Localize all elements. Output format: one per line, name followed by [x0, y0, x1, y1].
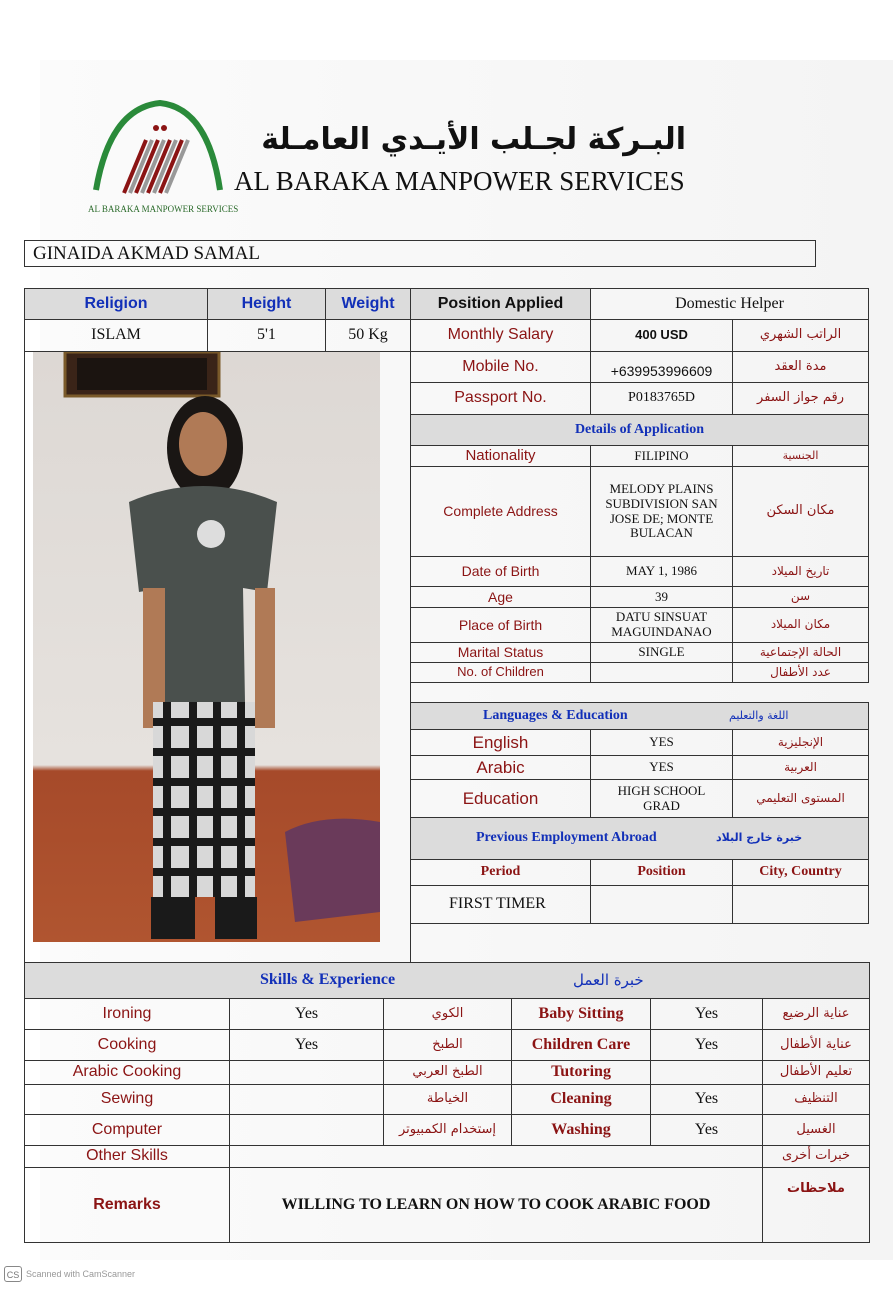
children-label: No. of Children — [410, 662, 591, 683]
weight-header: Weight — [325, 288, 411, 320]
skill-children-care-value: Yes — [650, 1029, 763, 1061]
skill-tutoring-value — [650, 1060, 763, 1085]
skill-cooking-arabic: الطبخ — [383, 1029, 512, 1061]
passport-arabic: رقم جواز السفر — [732, 382, 869, 415]
company-arabic-name: البـركة لجـلب الأيـدي العامـلة — [261, 122, 686, 157]
children-value — [590, 662, 733, 683]
english-value: YES — [590, 729, 733, 756]
children-arabic: عدد الأطفال — [732, 662, 869, 683]
employment-arabic: خبرة خارج البلاد — [716, 831, 803, 845]
height-value: 5'1 — [207, 319, 326, 352]
skill-baby-sitting-label: Baby Sitting — [511, 998, 651, 1030]
skill-arabic-cooking-arabic: الطبخ العربي — [383, 1060, 512, 1085]
skills-arabic: خبرة العمل — [573, 970, 644, 989]
english-arabic: الإنجليزية — [732, 729, 869, 756]
company-english-name: AL BARAKA MANPOWER SERVICES — [234, 166, 685, 196]
skill-ironing-label: Ironing — [24, 998, 230, 1030]
dob-label: Date of Birth — [410, 556, 591, 587]
city-country-header: City, Country — [732, 859, 869, 886]
camscanner-badge — [4, 1266, 22, 1282]
applicant-name — [24, 240, 816, 267]
dob-value: MAY 1, 1986 — [590, 556, 733, 587]
skill-sewing-arabic: الخياطة — [383, 1084, 512, 1115]
passport-label: Passport No. — [410, 382, 591, 415]
position-applied-value: Domestic Helper — [590, 288, 869, 320]
pob-arabic: مكان الميلاد — [732, 607, 869, 643]
salary-label: Monthly Salary — [410, 319, 591, 352]
mobile-value: +639953996609 — [590, 351, 733, 383]
period-header: Period — [410, 859, 591, 886]
marital-arabic: الحالة الإجتماعية — [732, 642, 869, 663]
education-value: HIGH SCHOOL GRAD — [590, 779, 733, 818]
pob-value: DATU SINSUAT MAGUINDANAO — [590, 607, 733, 643]
skill-computer-arabic: إستخدام الكمبيوتر — [383, 1114, 512, 1146]
skill-arabic-cooking-label: Arabic Cooking — [24, 1060, 230, 1085]
pob-label: Place of Birth — [410, 607, 591, 643]
address-value: MELODY PLAINS SUBDIVISION SAN JOSE DE; MONTE BULACAN — [590, 466, 733, 557]
passport-value: P0183765D — [590, 382, 733, 415]
employment-position-value — [590, 885, 733, 924]
address-label: Complete Address — [410, 466, 591, 557]
religion-value: ISLAM — [24, 319, 208, 352]
skill-tutoring-arabic: تعليم الأطفال — [762, 1060, 870, 1085]
english-label: English — [410, 729, 591, 756]
applicant-photo — [33, 352, 380, 942]
skill-cooking-value: Yes — [229, 1029, 384, 1061]
age-arabic: سن — [732, 586, 869, 608]
languages-header — [410, 702, 869, 730]
remarks-value: WILLING TO LEARN ON HOW TO COOK ARABIC FOOD — [229, 1167, 763, 1243]
age-value: 39 — [590, 586, 733, 608]
arabic-value: YES — [590, 755, 733, 780]
employment-title: Previous Employment Abroad — [476, 830, 657, 846]
skill-sewing-label: Sewing — [24, 1084, 230, 1115]
dob-arabic: تاريخ الميلاد — [732, 556, 869, 587]
skill-washing-arabic: الغسيل — [762, 1114, 870, 1146]
employment-header — [410, 817, 869, 860]
mobile-arabic: مدة العقد — [732, 351, 869, 383]
nationality-value: FILIPINO — [590, 445, 733, 467]
remarks-arabic: ملاحظات — [762, 1167, 870, 1243]
employment-city-value — [732, 885, 869, 924]
nationality-arabic: الجنسية — [732, 445, 869, 467]
applicant-name-text: GINAIDA AKMAD SAMAL — [33, 242, 260, 264]
weight-value: 50 Kg — [325, 319, 411, 352]
skill-children-care-label: Children Care — [511, 1029, 651, 1061]
religion-header: Religion — [24, 288, 208, 320]
skills-title: Skills & Experience — [260, 971, 396, 989]
salary-value: 400 USD — [590, 319, 733, 352]
skill-washing-value: Yes — [650, 1114, 763, 1146]
marital-label: Marital Status — [410, 642, 591, 663]
company-logo — [90, 98, 225, 198]
position-header: Position — [590, 859, 733, 886]
camscanner-text: Scanned with CamScanner — [26, 1269, 136, 1279]
position-applied-header: Position Applied — [410, 288, 591, 320]
skill-cleaning-label: Cleaning — [511, 1084, 651, 1115]
age-label: Age — [410, 586, 591, 608]
languages-title: Languages & Education — [483, 707, 628, 723]
languages-arabic: اللغة والتعليم — [729, 708, 789, 722]
skill-computer-label: Computer — [24, 1114, 230, 1146]
camscanner-badge-text: CS — [6, 1270, 20, 1280]
mobile-label: Mobile No. — [410, 351, 591, 383]
education-arabic: المستوى التعليمي — [732, 779, 869, 818]
skill-ironing-value: Yes — [229, 998, 384, 1030]
skill-ironing-arabic: الكوي — [383, 998, 512, 1030]
skill-cleaning-value: Yes — [650, 1084, 763, 1115]
skill-sewing-value — [229, 1084, 384, 1115]
skill-tutoring-label: Tutoring — [511, 1060, 651, 1085]
other-skills-arabic: خبرات أخرى — [762, 1145, 870, 1168]
skill-computer-value — [229, 1114, 384, 1146]
other-skills-value — [229, 1145, 763, 1168]
skill-baby-sitting-arabic: عناية الرضيع — [762, 998, 870, 1030]
address-arabic: مكان السكن — [732, 466, 869, 557]
arabic-label: Arabic — [410, 755, 591, 780]
marital-value: SINGLE — [590, 642, 733, 663]
arabic-arabic: العربية — [732, 755, 869, 780]
education-label: Education — [410, 779, 591, 818]
salary-arabic: الراتب الشهري — [732, 319, 869, 352]
skill-cooking-label: Cooking — [24, 1029, 230, 1061]
skill-cleaning-arabic: التنظيف — [762, 1084, 870, 1115]
skill-baby-sitting-value: Yes — [650, 998, 763, 1030]
other-skills-label: Other Skills — [24, 1145, 230, 1168]
details-of-application-header: Details of Application — [410, 414, 869, 446]
height-header: Height — [207, 288, 326, 320]
logo-caption: AL BARAKA MANPOWER SERVICES — [88, 204, 239, 214]
skills-header — [24, 962, 870, 999]
nationality-label: Nationality — [410, 445, 591, 467]
skill-children-care-arabic: عناية الأطفال — [762, 1029, 870, 1061]
employment-period-value: FIRST TIMER — [410, 885, 591, 924]
remarks-label: Remarks — [24, 1167, 230, 1243]
skill-arabic-cooking-value — [229, 1060, 384, 1085]
skill-washing-label: Washing — [511, 1114, 651, 1146]
